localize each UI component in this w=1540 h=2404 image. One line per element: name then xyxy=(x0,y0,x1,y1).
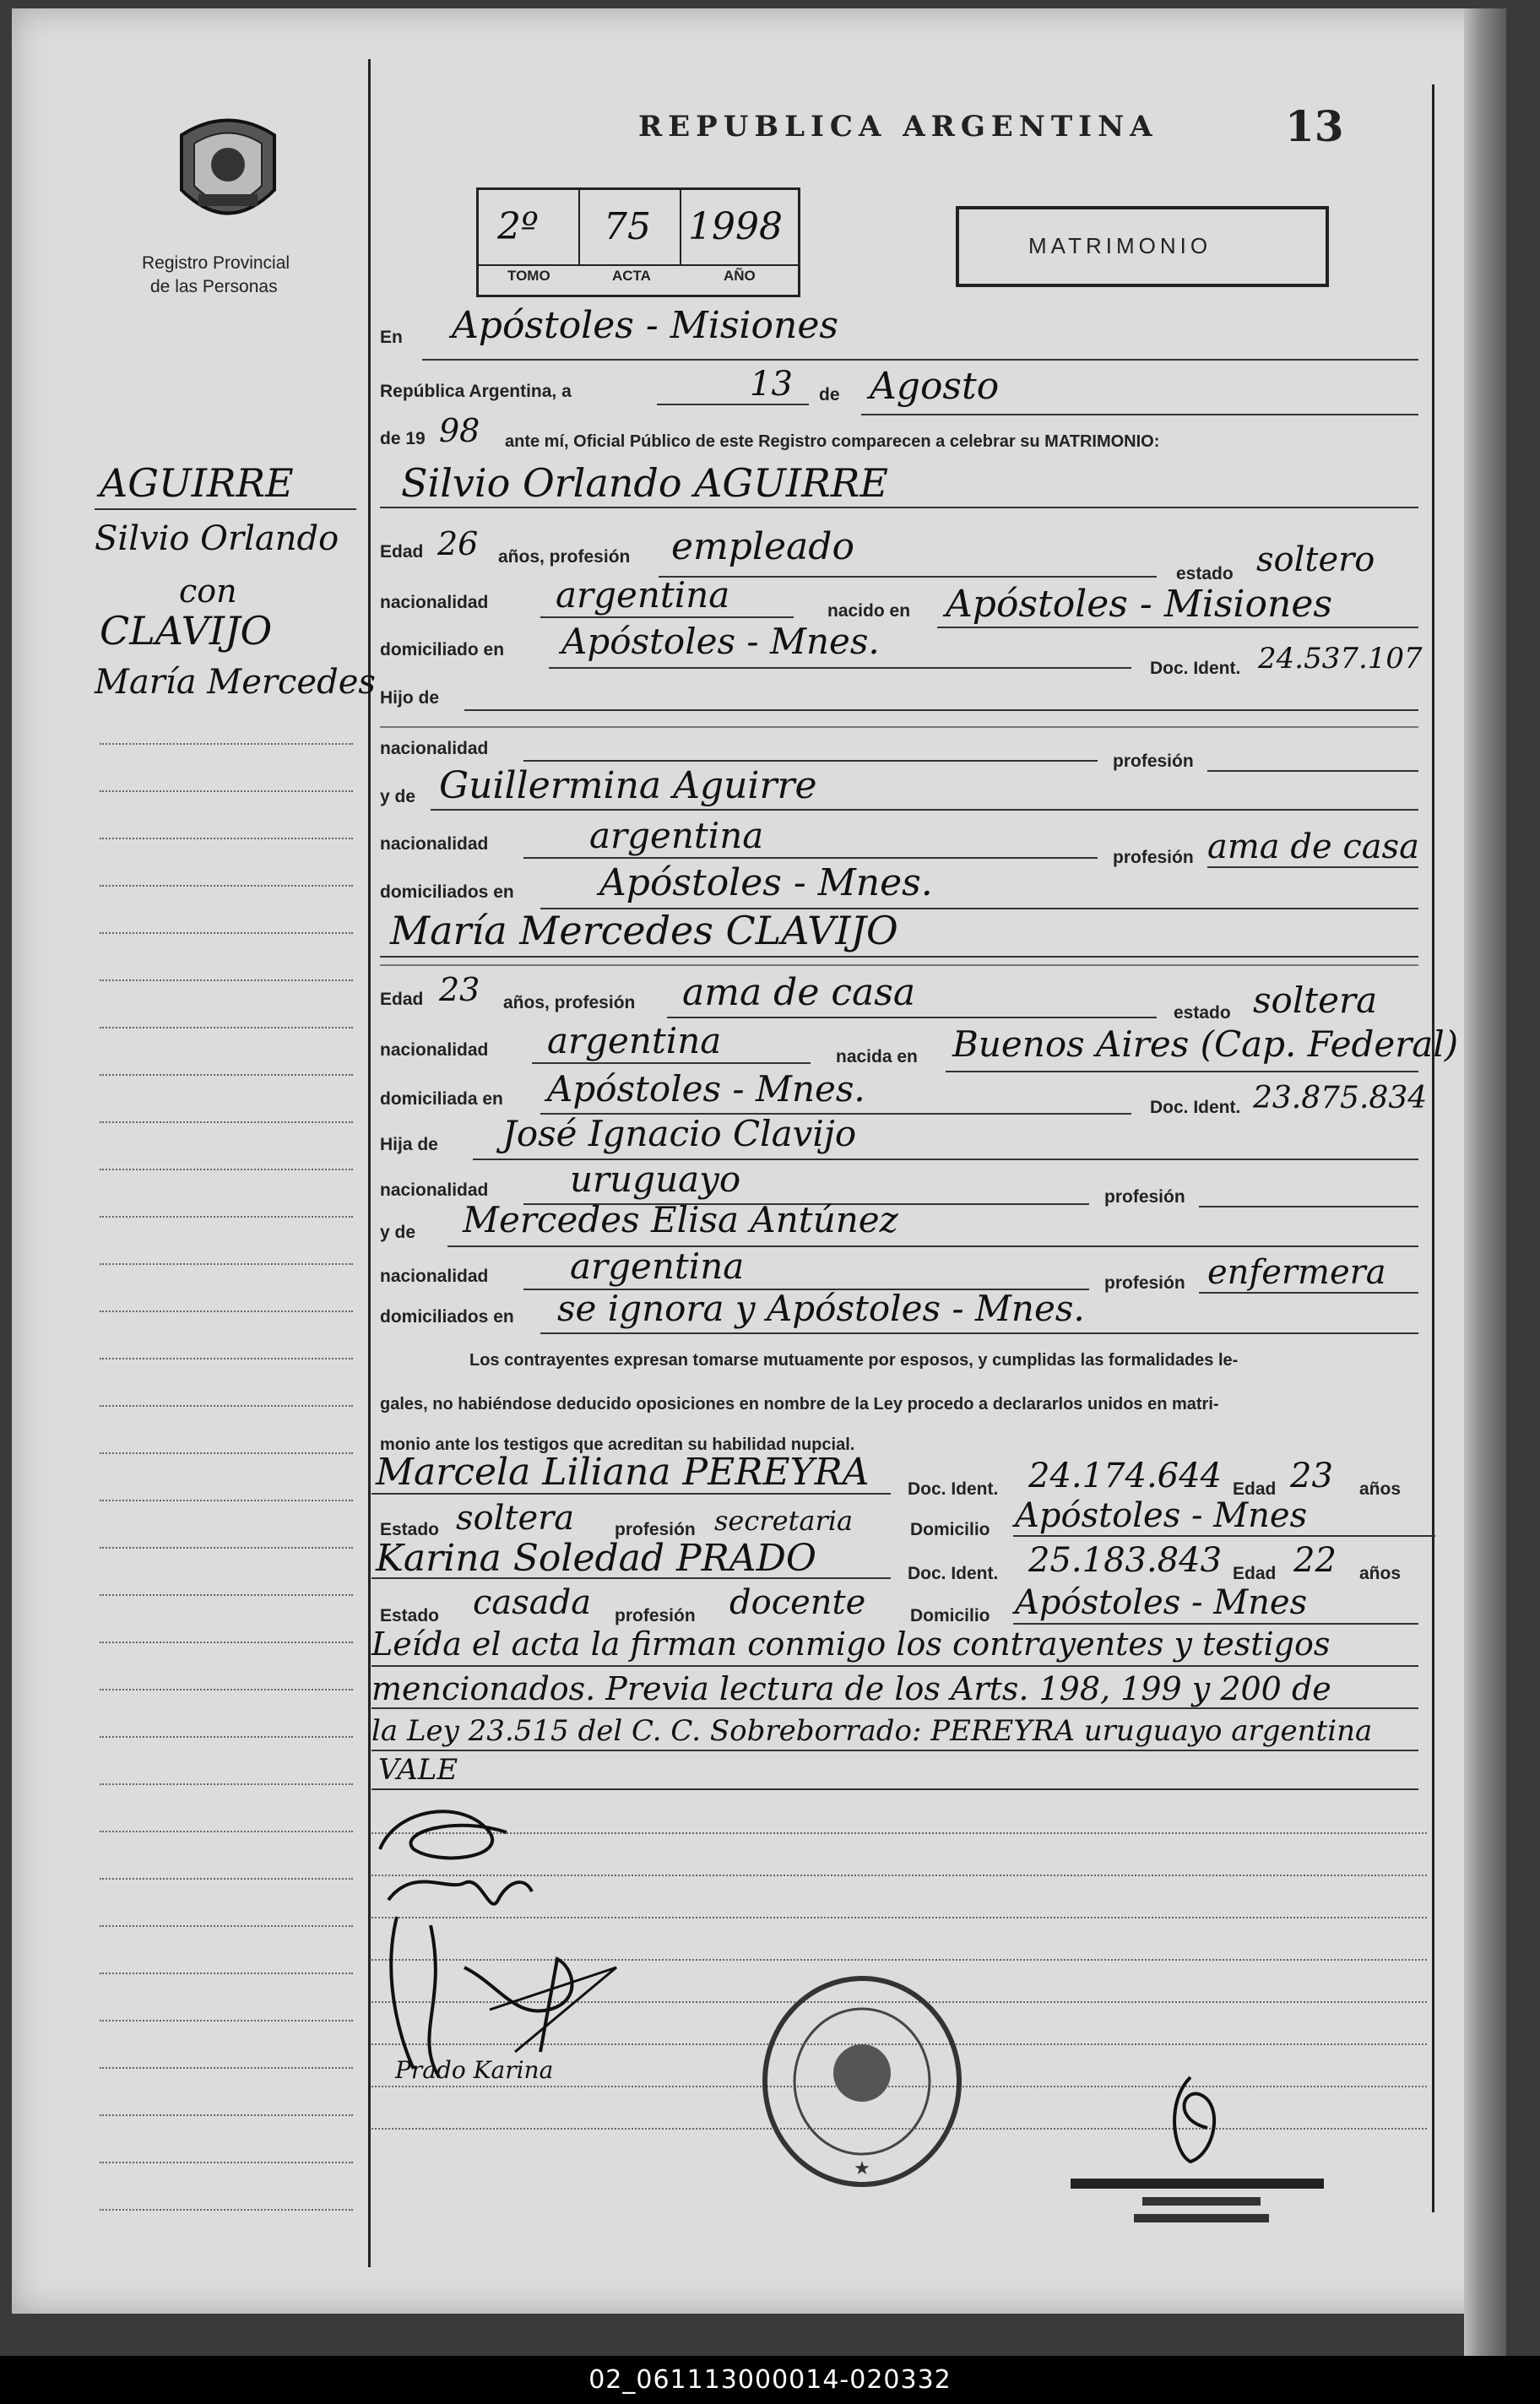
officer-signature xyxy=(1157,2069,1233,2170)
bride-birthplace-value: Buenos Aires (Cap. Federal) xyxy=(952,1023,1459,1065)
label-groom-father-nacionalidad: nacionalidad xyxy=(380,739,489,758)
label-groom-doc: Doc. Ident. xyxy=(1150,659,1241,678)
margin-ruled-line xyxy=(100,980,353,981)
bride-mother-nationality-value: argentina xyxy=(570,1245,745,1287)
witness2-status-value: casada xyxy=(473,1583,592,1622)
bride-name-value: María Mercedes CLAVIJO xyxy=(390,908,898,953)
witness1-domicile-value: Apóstoles - Mnes xyxy=(1015,1496,1308,1535)
groom-name-value: Silvio Orlando AGUIRRE xyxy=(401,460,888,506)
label-witness1-domicilio: Domicilio xyxy=(910,1520,990,1539)
country-heading: REPUBLICA ARGENTINA xyxy=(638,110,1158,144)
record-id-box xyxy=(476,187,800,297)
groom-parents-domicile-value: Apóstoles - Mnes. xyxy=(599,861,933,904)
register-page xyxy=(12,8,1506,2314)
acta-cell xyxy=(580,190,681,266)
margin-ruled-line xyxy=(100,1121,353,1123)
groom-status-value: soltero xyxy=(1256,540,1375,579)
year-suffix-value: 98 xyxy=(439,412,480,449)
groom-nationality-value: argentina xyxy=(556,574,730,616)
groom-mother-profession-value: ama de casa xyxy=(1207,828,1419,866)
margin-ruled-line xyxy=(100,1736,353,1738)
groom-mother-nationality-value: argentina xyxy=(589,815,764,856)
bride-father-nationality-value: uruguayo xyxy=(570,1159,741,1200)
bride-doc-value: 23.875.834 xyxy=(1253,1081,1428,1115)
acta-label: ACTA xyxy=(612,268,651,284)
label-witness1-edad: Edad xyxy=(1233,1479,1277,1499)
label-groom-nacido: nacido en xyxy=(827,601,911,621)
label-groom-mother-nacionalidad: nacionalidad xyxy=(380,834,489,854)
bride-father-value: José Ignacio Clavijo xyxy=(502,1113,857,1154)
margin-ruled-line xyxy=(100,885,353,887)
bride-age-value: 23 xyxy=(439,971,480,1008)
groom-age-value: 26 xyxy=(437,525,479,562)
label-witness1-doc: Doc. Ident. xyxy=(908,1479,999,1499)
day-value: 13 xyxy=(750,365,793,404)
ano-cell xyxy=(681,190,798,266)
svg-text:★: ★ xyxy=(854,2158,870,2179)
bride-parents-domicile-value: se ignora y Apóstoles - Mnes. xyxy=(557,1288,1085,1329)
label-witness2-anos: años xyxy=(1359,1564,1402,1583)
witness2-age-value: 22 xyxy=(1293,1541,1337,1580)
witness1-name-value: Marcela Liliana PEREYRA xyxy=(376,1451,870,1494)
record-type-label: MATRIMONIO xyxy=(1028,233,1212,258)
label-bride-y-de: y de xyxy=(380,1223,416,1242)
registry-office-line1: Registro Provincial xyxy=(142,253,290,273)
groom-doc-value: 24.537.107 xyxy=(1258,642,1423,676)
label-bride-estado: estado xyxy=(1174,1003,1231,1023)
margin-name-2: María Mercedes xyxy=(95,663,376,702)
margin-ruled-line xyxy=(100,1642,353,1643)
bride-nationality-value: argentina xyxy=(547,1020,722,1061)
label-hija-de: Hija de xyxy=(380,1135,438,1154)
note-line-2: mencionados. Previa lectura de los Arts. 198, 199 y 200 de xyxy=(371,1670,1331,1707)
margin-ruled-line xyxy=(100,790,353,792)
margin-surname-2: CLAVIJO xyxy=(100,608,273,654)
label-bride-mother-profesion: profesión xyxy=(1104,1273,1185,1293)
tomo-value: 2º xyxy=(497,205,539,248)
margin-con: con xyxy=(179,573,237,610)
signature-name: Prado Karina xyxy=(395,2056,554,2084)
label-witness1-profesion: profesión xyxy=(615,1520,696,1539)
label-ante-mi: ante mí, Oficial Público de este Registro comparecen a celebrar su MATRIMONIO: xyxy=(505,432,1160,451)
note-line-4: VALE xyxy=(378,1753,458,1787)
record-type-box xyxy=(956,206,1329,287)
label-witness2-profesion: profesión xyxy=(615,1606,696,1625)
margin-ruled-line xyxy=(100,2067,353,2069)
margin-ruled-line xyxy=(100,1263,353,1265)
label-de: de xyxy=(819,385,840,404)
ano-value: 1998 xyxy=(688,205,783,248)
margin-ruled-line xyxy=(100,2162,353,2163)
witness2-name-value: Karina Soledad PRADO xyxy=(376,1537,816,1580)
label-witness2-domicilio: Domicilio xyxy=(910,1606,990,1625)
witness1-profession-value: secretaria xyxy=(714,1505,854,1537)
label-groom-mother-profesion: profesión xyxy=(1113,848,1194,867)
officer-stamp-block xyxy=(1071,2179,1332,2222)
coat-of-arms-icon xyxy=(173,110,283,236)
groom-domicile-value: Apóstoles - Mnes. xyxy=(561,621,880,662)
right-margin-line xyxy=(1432,84,1434,2212)
groom-mother-value: Guillermina Aguirre xyxy=(439,764,817,807)
label-bride-edad: Edad xyxy=(380,990,424,1009)
label-witness2-edad: Edad xyxy=(1233,1564,1277,1583)
month-value: Agosto xyxy=(870,365,1000,408)
witness2-profession-value: docente xyxy=(729,1583,866,1622)
witness1-status-value: soltera xyxy=(456,1499,575,1538)
label-groom-domiciliado: domiciliado en xyxy=(380,640,505,659)
image-id-footer: 02_061113000014-020332 xyxy=(0,2356,1540,2404)
place-value: Apóstoles - Misiones xyxy=(452,304,838,347)
label-groom-nacionalidad: nacionalidad xyxy=(380,593,489,612)
label-bride-nacida: nacida en xyxy=(836,1047,918,1066)
acta-value: 75 xyxy=(604,205,651,248)
closing-line-1: Los contrayentes expresan tomarse mutuamente por esposos, y cumplidas las formalidades le- xyxy=(469,1351,1239,1370)
label-witness2-estado: Estado xyxy=(380,1606,440,1625)
margin-ruled-line xyxy=(100,1973,353,1974)
label-bride-domiciliada: domiciliada en xyxy=(380,1089,503,1109)
margin-name-1: Silvio Orlando xyxy=(95,519,339,558)
margin-ruled-line xyxy=(100,1169,353,1170)
label-bride-father-profesion: profesión xyxy=(1104,1187,1185,1207)
margin-ruled-line xyxy=(100,838,353,839)
witness2-doc-value: 25.183.843 xyxy=(1028,1541,1223,1580)
label-groom-father-profesion: profesión xyxy=(1113,752,1194,771)
margin-ruled-line xyxy=(100,1074,353,1076)
label-republica: República Argentina, a xyxy=(380,382,572,401)
margin-ruled-line xyxy=(100,1878,353,1880)
margin-ruled-line xyxy=(100,2209,353,2211)
note-line-3: la Ley 23.515 del C. C. Sobreborrado: PEREYRA uruguayo argentina xyxy=(371,1714,1373,1748)
tomo-label: TOMO xyxy=(507,268,550,284)
label-bride-profesion: años, profesión xyxy=(503,993,636,1012)
margin-ruled-line xyxy=(100,1547,353,1549)
label-bride-mother-nacionalidad: nacionalidad xyxy=(380,1267,489,1286)
witness1-age-value: 23 xyxy=(1290,1457,1333,1495)
label-witness2-doc: Doc. Ident. xyxy=(908,1564,999,1583)
label-hijo-de: Hijo de xyxy=(380,688,440,708)
margin-ruled-line xyxy=(100,1783,353,1785)
margin-ruled-line xyxy=(100,1689,353,1690)
bride-mother-value: Mercedes Elisa Antúnez xyxy=(463,1199,898,1240)
margin-ruled-line xyxy=(100,1311,353,1312)
margin-ruled-line xyxy=(100,1500,353,1501)
margin-ruled-line xyxy=(100,1925,353,1927)
registry-office-line2: de las Personas xyxy=(150,277,278,296)
margin-ruled-line xyxy=(100,1594,353,1596)
groom-birthplace-value: Apóstoles - Misiones xyxy=(946,583,1332,626)
label-groom-y-de: y de xyxy=(380,787,416,806)
label-bride-domiciliados: domiciliados en xyxy=(380,1307,514,1327)
label-bride-doc: Doc. Ident. xyxy=(1150,1098,1241,1117)
label-de-19: de 19 xyxy=(380,429,426,448)
label-groom-edad: Edad xyxy=(380,542,424,562)
note-line-1: Leída el acta la firman conmigo los contrayentes y testigos xyxy=(371,1625,1331,1663)
official-stamp-icon xyxy=(756,1972,968,2191)
label-groom-domiciliados: domiciliados en xyxy=(380,882,514,902)
bride-status-value: soltera xyxy=(1253,980,1378,1021)
ano-label: AÑO xyxy=(724,268,756,284)
label-groom-profesion: años, profesión xyxy=(498,547,631,567)
margin-ruled-line xyxy=(100,1358,353,1359)
page-edge-shadow xyxy=(1464,8,1506,2373)
bride-domicile-value: Apóstoles - Mnes. xyxy=(547,1068,865,1110)
margin-ruled-line xyxy=(100,1405,353,1407)
groom-profession-value: empleado xyxy=(671,525,854,568)
margin-ruled-line xyxy=(100,2020,353,2021)
closing-line-3: monio ante los testigos que acreditan su habilidad nupcial. xyxy=(380,1435,855,1454)
margin-ruled-line xyxy=(100,1452,353,1454)
label-witness1-estado: Estado xyxy=(380,1520,440,1539)
margin-ruled-line xyxy=(100,932,353,934)
page-number: 13 xyxy=(1285,101,1344,151)
margin-ruled-line xyxy=(100,2114,353,2116)
bride-profession-value: ama de casa xyxy=(682,971,916,1014)
label-bride-nacionalidad: nacionalidad xyxy=(380,1040,489,1060)
label-en: En xyxy=(380,328,403,347)
margin-ruled-line xyxy=(100,1216,353,1218)
margin-ruled-line xyxy=(100,1027,353,1028)
margin-ruled-line xyxy=(100,743,353,745)
label-witness1-anos: años xyxy=(1359,1479,1402,1499)
tomo-cell xyxy=(479,190,580,266)
margin-ruled-line xyxy=(100,1831,353,1832)
witness2-domicile-value: Apóstoles - Mnes xyxy=(1015,1583,1308,1622)
margin-surname-1: AGUIRRE xyxy=(100,460,294,506)
bride-mother-profession-value: enfermera xyxy=(1207,1253,1386,1292)
witness1-doc-value: 24.174.644 xyxy=(1028,1457,1223,1495)
closing-line-2: gales, no habiéndose deducido oposiciones en nombre de la Ley procedo a declararlos unidos en matri- xyxy=(380,1395,1219,1414)
label-groom-estado: estado xyxy=(1176,564,1234,583)
label-bride-father-nacionalidad: nacionalidad xyxy=(380,1180,489,1200)
